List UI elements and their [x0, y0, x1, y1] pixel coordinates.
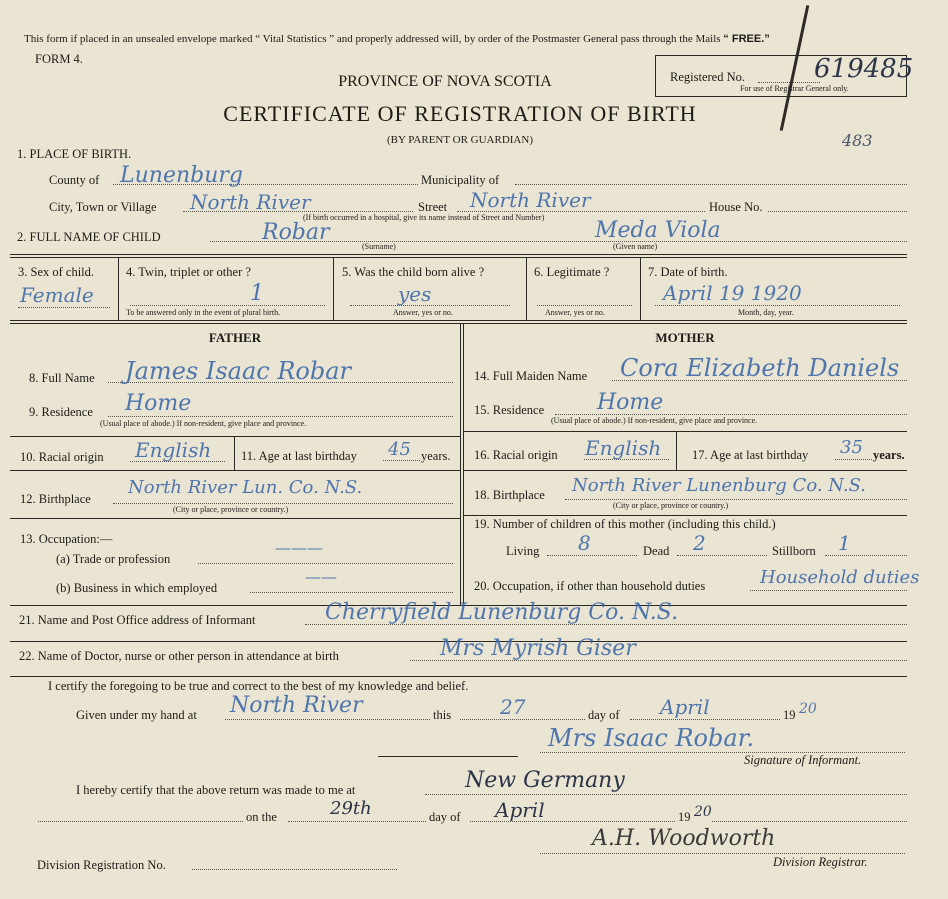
cert-year-value: 20 — [799, 701, 817, 717]
trade-value: ——— — [275, 538, 323, 557]
cert-day-of-label: day of — [588, 708, 620, 722]
business-label: (b) Business in which employed — [56, 581, 218, 595]
county-label: County of — [49, 173, 100, 187]
father-residence-value: Home — [125, 391, 192, 416]
mother-racial-value: English — [585, 436, 662, 460]
legitimate-note: Answer, yes or no. — [545, 308, 605, 317]
registrar-signature: A.H. Woodworth — [592, 826, 776, 851]
father-birthplace-label: 12. Birthplace — [20, 492, 91, 506]
father-name-value: James Isaac Robar — [125, 357, 351, 385]
alive-note: Answer, yes or no. — [393, 308, 453, 317]
mother-residence-label: 15. Residence — [474, 403, 545, 417]
page-title: CERTIFICATE OF REGISTRATION OF BIRTH — [223, 101, 697, 126]
division-registration-label: Division Registration No. — [37, 858, 166, 872]
registered-label: Registered No. — [670, 70, 745, 84]
date-of-birth-value: April 19 1920 — [663, 281, 802, 305]
father-age-value: 45 — [388, 439, 411, 460]
informant-value: Cherryfield Lunenburg Co. N.S. — [325, 600, 679, 625]
form-number: FORM 4. — [35, 52, 83, 66]
mother-age-value: 35 — [840, 437, 863, 458]
notice-prefix: This form if placed in an unsealed envelope marked — [24, 33, 253, 45]
this-label: this — [433, 708, 452, 722]
mother-name-value: Cora Elizabeth Daniels — [620, 354, 900, 382]
date-of-birth-note: Month, day, year. — [738, 308, 794, 317]
house-label: House No. — [709, 200, 763, 214]
cert-month-value: April — [660, 695, 710, 719]
twin-note: To be answered only in the event of plural birth. — [126, 308, 281, 317]
municipality-label: Municipality of — [421, 173, 500, 187]
registered-number: 619485 — [814, 54, 914, 84]
stillborn-value: 1 — [838, 531, 851, 555]
mother-header: MOTHER — [655, 330, 715, 345]
notice-quoted: “ Vital Statistics ” — [255, 33, 335, 45]
mother-occupation-label: 20. Occupation, if other than household duties — [474, 579, 706, 593]
page-subtitle: (BY PARENT OR GUARDIAN) — [387, 134, 533, 146]
signature-caption: Signature of Informant. — [744, 753, 862, 767]
father-racial-value: English — [135, 438, 212, 462]
surname-value: Robar — [262, 220, 330, 245]
mother-birthplace-note: (City or place, province or country.) — [613, 501, 729, 510]
mother-age-label: 17. Age at last birthday — [692, 448, 809, 462]
place-of-birth-label: 1. PLACE OF BIRTH. — [17, 147, 132, 161]
father-residence-note: (Usual place of abode.) If non-resident, give place and province. — [100, 419, 307, 428]
registrar-use-note: For use of Registrar General only. — [740, 84, 849, 93]
city-label: City, Town or Village — [49, 200, 157, 214]
stillborn-label: Stillborn — [772, 544, 816, 558]
attendant-value: Mrs Myrish Giser — [440, 636, 636, 661]
dead-label: Dead — [643, 544, 670, 558]
cert-day-value: 27 — [500, 695, 526, 719]
trade-label: (a) Trade or profession — [56, 552, 171, 566]
surname-caption: (Surname) — [362, 242, 396, 251]
children-count-label: 19. Number of children of this mother (including this child.) — [474, 517, 776, 531]
street-value: North River — [470, 188, 591, 212]
notice-free: “ FREE.” — [723, 33, 770, 45]
father-birthplace-note: (City or place, province or country.) — [173, 505, 289, 514]
return-label: I hereby certify that the above return was made to me at — [76, 783, 356, 797]
attendant-label: 22. Name of Doctor, nurse or other person in attendance at birth — [19, 649, 339, 663]
father-header: FATHER — [208, 330, 262, 345]
child-name-label: 2. FULL NAME OF CHILD — [17, 230, 161, 244]
notice-suffix: and properly addressed will, by order of the Postmaster General pass through the Mails — [336, 33, 721, 45]
mother-name-label: 14. Full Maiden Name — [474, 369, 588, 383]
father-residence-label: 9. Residence — [29, 405, 93, 419]
informant-label: 21. Name and Post Office address of Informant — [19, 613, 256, 627]
mother-birthplace-label: 18. Birthplace — [474, 488, 545, 502]
certification-statement: I certify the foregoing to be true and correct to the best of my knowledge and belief. — [48, 679, 469, 693]
mail-notice — [24, 33, 770, 45]
return-place: New Germany — [465, 768, 625, 793]
reg-day-of-label: day of — [429, 810, 461, 824]
reg-year-prefix: 19 — [678, 810, 691, 824]
city-value: North River — [190, 190, 311, 214]
province-heading: PROVINCE OF NOVA SCOTIA — [338, 73, 552, 90]
mother-residence-note: (Usual place of abode.) If non-resident, give place and province. — [551, 416, 758, 425]
business-value: —— — [305, 567, 337, 586]
street-label: Street — [418, 200, 448, 214]
legitimate-label: 6. Legitimate ? — [534, 265, 610, 279]
twin-value: 1 — [250, 281, 264, 306]
living-value: 8 — [578, 531, 591, 555]
dead-value: 2 — [693, 531, 706, 555]
hospital-note: (If birth occurred in a hospital, give its name instead of Street and Number) — [303, 213, 545, 222]
mother-birthplace-value: North River Lunenburg Co. N.S. — [572, 475, 867, 496]
father-age-label: 11. Age at last birthday — [241, 449, 357, 463]
occupation-label: 13. Occupation:— — [20, 532, 113, 546]
reg-day-value: 29th — [330, 798, 372, 819]
given-caption: (Given name) — [613, 242, 658, 251]
county-value: Lunenburg — [120, 163, 243, 188]
father-birthplace-value: North River Lun. Co. N.S. — [128, 477, 363, 498]
twin-label: 4. Twin, triplet or other ? — [126, 265, 251, 279]
date-of-birth-label: 7. Date of birth. — [648, 265, 728, 279]
reg-month-value: April — [495, 798, 545, 822]
cert-year-prefix: 19 — [783, 708, 796, 722]
given-name-value: Meda Viola — [595, 218, 721, 243]
mother-occupation-value: Household duties — [760, 569, 920, 587]
registrar-caption: Division Registrar. — [773, 855, 868, 869]
living-label: Living — [506, 544, 540, 558]
sex-value: Female — [20, 283, 94, 307]
sex-label: 3. Sex of child. — [18, 265, 95, 279]
father-racial-label: 10. Racial origin — [20, 450, 104, 464]
father-years-label: years. — [421, 449, 451, 463]
informant-signature: Mrs Isaac Robar. — [548, 724, 755, 752]
given-under-label: Given under my hand at — [76, 708, 197, 722]
father-name-label: 8. Full Name — [29, 371, 95, 385]
alive-label: 5. Was the child born alive ? — [342, 265, 485, 279]
given-place-value: North River — [230, 693, 363, 718]
mother-years-label: years. — [873, 448, 905, 462]
margin-number: 483 — [842, 131, 873, 150]
alive-value: yes — [398, 282, 432, 306]
reg-year-value: 20 — [694, 804, 712, 820]
on-the-label: on the — [246, 810, 277, 824]
mother-racial-label: 16. Racial origin — [474, 448, 558, 462]
mother-residence-value: Home — [597, 390, 664, 415]
